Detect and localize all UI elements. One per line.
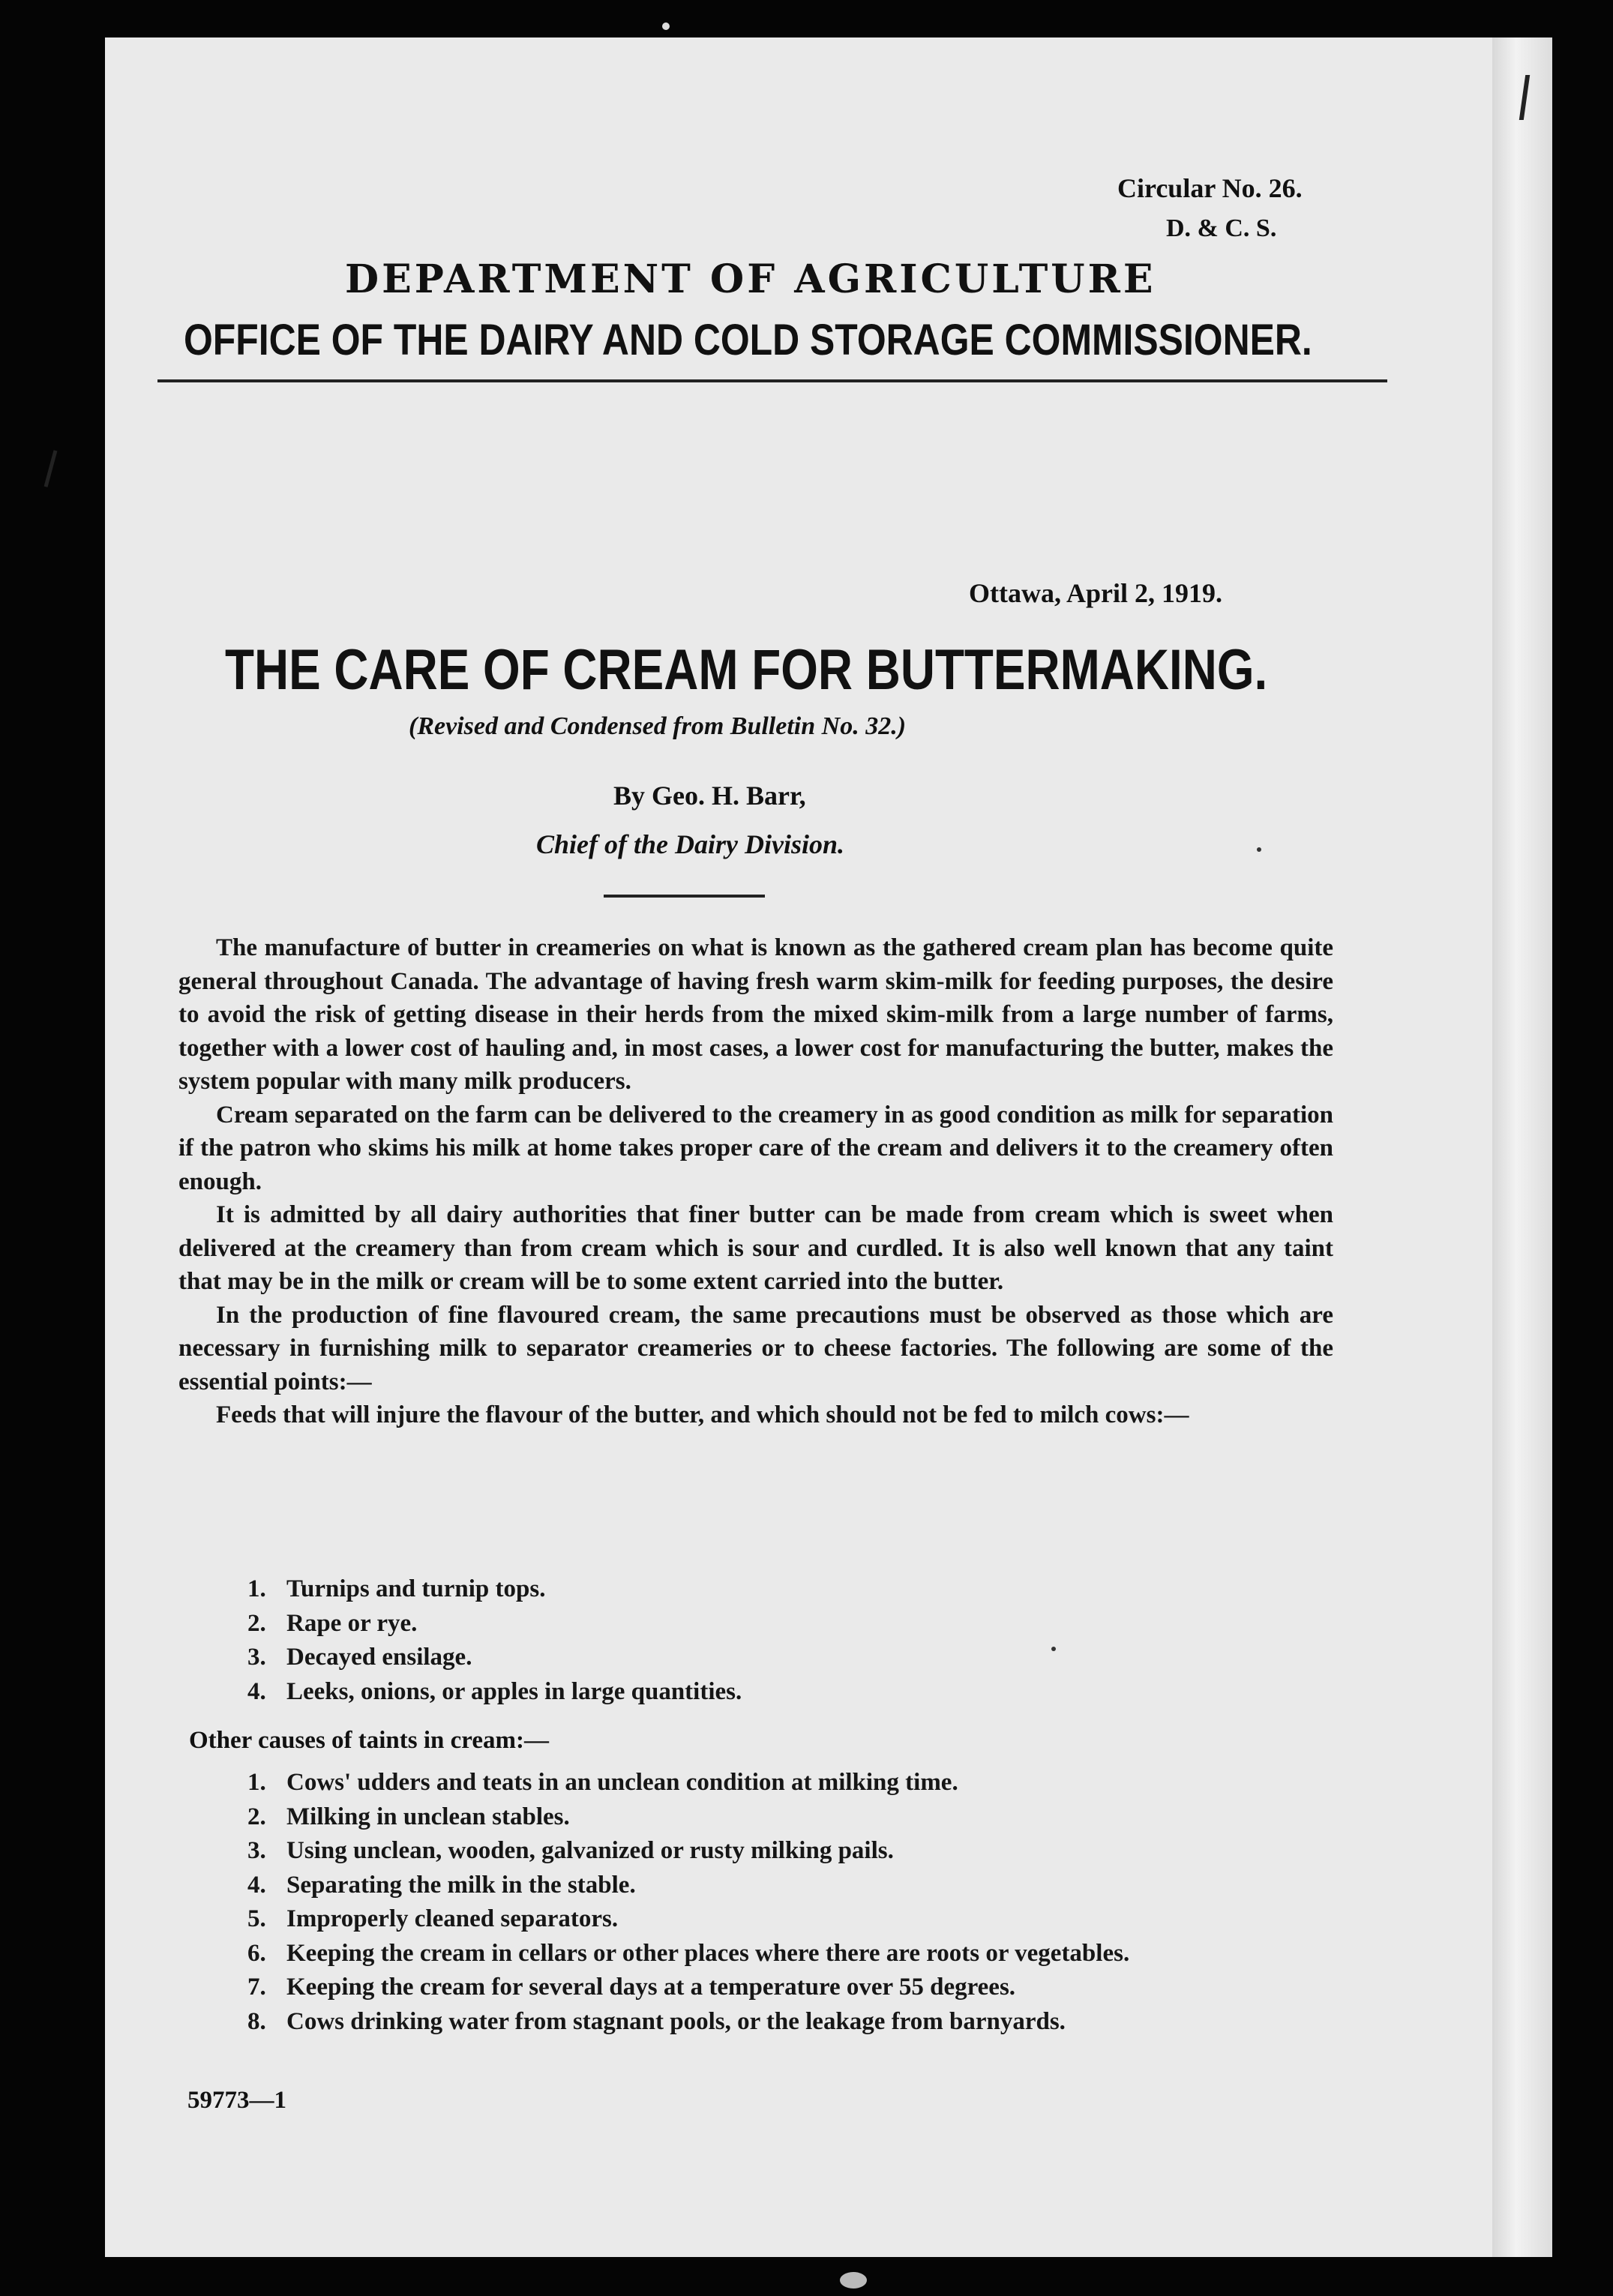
print-code: 59773—1 xyxy=(187,2087,286,2114)
list-text: Cows drinking water from stagnant pools, or the leakage from barnyards. xyxy=(286,2007,1066,2035)
list-text: Cows' udders and teats in an unclean condition at milking time. xyxy=(286,1769,958,1796)
revision-note: (Revised and Condensed from Bulletin No. 32.) xyxy=(409,712,907,740)
list-number: 1. xyxy=(247,1575,266,1602)
list-number: 1. xyxy=(247,1769,266,1796)
list-item xyxy=(247,1675,1335,1710)
paragraph: It is admitted by all dairy authorities that finer butter can be made from cream which is sweet when delivered at the creamery than from cream which is sour and curdled. It is also well known that any taint that may be in the milk or cream will be to some extent carried into the butter. xyxy=(178,1201,1333,1295)
paragraph: Feeds that will injure the flavour of the butter, and which should not be fed to milch cows:— xyxy=(216,1401,1189,1428)
list-text: Rape or rye. xyxy=(286,1609,418,1637)
list-number: 2. xyxy=(247,1803,266,1830)
list-item xyxy=(247,1869,1327,1903)
list-text: Leeks, onions, or apples in large quantities. xyxy=(286,1677,742,1705)
title-rule xyxy=(604,895,765,898)
list-item xyxy=(247,1641,1335,1675)
list-item xyxy=(247,1902,1327,1937)
list-number: 4. xyxy=(247,1871,266,1899)
list-number: 5. xyxy=(247,1905,266,1932)
circular-number: Circular No. 26. xyxy=(1117,173,1303,203)
department-heading: DEPARTMENT OF AGRICULTURE xyxy=(345,256,1156,302)
list-item xyxy=(247,1834,1327,1869)
list-number: 4. xyxy=(247,1677,266,1705)
division-code: D. & C. S. xyxy=(1166,214,1277,242)
dateline: Ottawa, April 2, 1919. xyxy=(969,578,1222,608)
author-byline: By Geo. H. Barr, xyxy=(613,781,806,811)
page-edge xyxy=(1492,37,1552,2257)
list-item xyxy=(247,1800,1327,1835)
list-item xyxy=(247,1766,1327,1800)
list-number: 3. xyxy=(247,1837,266,1864)
author-title: Chief of the Dairy Division. xyxy=(536,829,844,859)
list-text: Using unclean, wooden, galvanized or rusty milking pails. xyxy=(286,1837,894,1864)
list-text: Improperly cleaned separators. xyxy=(286,1905,619,1932)
feeds-list xyxy=(247,1572,1335,1709)
list-item xyxy=(247,1607,1335,1641)
list-text: Keeping the cream for several days at a temperature over 55 degrees. xyxy=(286,1974,1016,2001)
document-title: THE CARE OF CREAM FOR BUTTERMAKING. xyxy=(225,638,1268,702)
list-text: Separating the milk in the stable. xyxy=(286,1871,636,1899)
other-causes-heading: Other causes of taints in cream:— xyxy=(189,1727,549,1754)
list-item xyxy=(247,1572,1335,1607)
taints-list xyxy=(247,1766,1327,2039)
scan-speck xyxy=(1257,847,1261,852)
list-text: Milking in unclean stables. xyxy=(286,1803,570,1830)
header-rule xyxy=(157,379,1387,382)
list-number: 2. xyxy=(247,1609,266,1637)
scan-speck xyxy=(840,2272,867,2289)
list-text: Decayed ensilage. xyxy=(286,1644,472,1671)
list-number: 8. xyxy=(247,2007,266,2035)
list-number: 7. xyxy=(247,1974,266,2001)
body-text xyxy=(178,931,1333,1432)
list-text: Keeping the cream in cellars or other places where there are roots or vegetables. xyxy=(286,1939,1130,1967)
list-item xyxy=(247,1971,1327,2005)
list-text: Turnips and turnip tops. xyxy=(286,1575,546,1602)
paragraph: Cream separated on the farm can be delivered to the creamery in as good condition as milk for separation if the patron who skims his milk at home takes proper care of the cream and delivers it to the creamery often enough. xyxy=(178,1101,1333,1195)
list-item xyxy=(247,1937,1327,1971)
paragraph: The manufacture of butter in creameries on what is known as the gathered cream plan has become quite general throughout Canada. The advantage of having fresh warm skim-milk for feeding purposes, the desire to avoid the risk of getting disease in their herds from the mixed skim-milk from a large number of farms, together with a lower cost of hauling and, in most cases, a lower cost for manufacturing the butter, makes the system popular with many milk producers. xyxy=(178,934,1333,1095)
paragraph: In the production of fine flavoured cream, the same precautions must be observed as those which are necessary in furnishing milk to separator creameries or to cheese factories. The following are some of the essential points:— xyxy=(178,1301,1333,1395)
scan-speck xyxy=(662,22,670,30)
list-number: 6. xyxy=(247,1939,266,1967)
list-item xyxy=(247,2005,1327,2040)
list-number: 3. xyxy=(247,1644,266,1671)
margin-mark xyxy=(44,450,58,487)
office-heading: OFFICE OF THE DAIRY AND COLD STORAGE COMMISSIONER. xyxy=(184,316,1312,364)
